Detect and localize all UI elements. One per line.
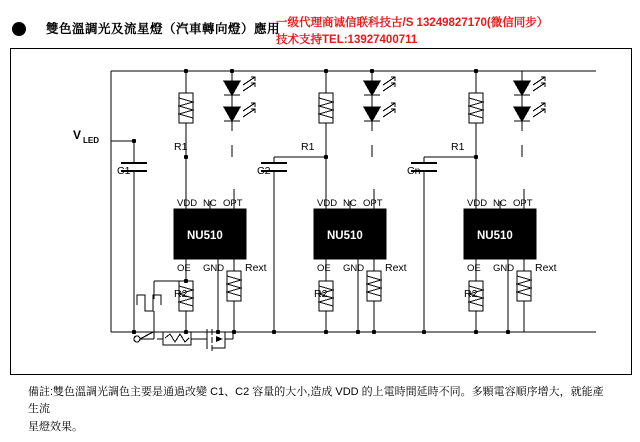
s2-pin-gnd-label: GND [343, 263, 365, 274]
s3-cn-label: Cn [407, 165, 421, 177]
footer-note-line-2: 星燈效果。 [28, 421, 83, 433]
s1-pin-nc-label: NC [203, 198, 217, 209]
contact-line-1: 一级代理商诚信联科技古/S 13249827170(微信同步） [276, 17, 549, 29]
junction-dot [370, 69, 374, 73]
s2-r1-label: R1 [301, 141, 315, 153]
junction-dot [184, 69, 188, 73]
s3-pin-nc-label: NC [493, 198, 507, 209]
s2-ic-label: NU510 [327, 230, 363, 242]
junction-dot [474, 69, 478, 73]
s2-pin-nc-label: NC [343, 198, 357, 209]
pulse-waveform-icon [137, 295, 161, 311]
s3-led2-icon [514, 107, 530, 121]
s1-pin-vdd-label: VDD [177, 198, 198, 209]
junction-dot [474, 330, 478, 334]
footer-note-line-1: 備註:雙色溫調光調色主要是通過改變 C1、C2 容量的大小,造成 VDD 的上電時間延時不同。多顆電容順序增大，就能產生流 [28, 386, 604, 415]
s1-r1-label: R1 [174, 141, 188, 153]
s2-led1-icon [364, 81, 380, 95]
schematic-svg [11, 49, 631, 374]
s2-rext-label: Rext [385, 262, 407, 274]
junction-dot [372, 330, 376, 334]
junction-dot [356, 330, 360, 334]
s3-pin-gnd-label: GND [493, 263, 515, 274]
vled-label: V [73, 128, 82, 142]
junction-dot [324, 69, 328, 73]
footer-note [28, 384, 612, 436]
s3-pin-vdd-label: VDD [467, 198, 488, 209]
schematic-diagram [10, 48, 632, 375]
s1-pin-gnd-label: GND [203, 263, 225, 274]
contact-line-2: 技术支持TEL:13927400711 [276, 34, 418, 46]
s2-r2-label: R2 [314, 288, 328, 300]
junction-dot [184, 155, 188, 159]
s3-pin-oe-label: OE [467, 263, 481, 274]
page-title: 雙色溫調光及流星燈（汽車轉向燈）應用 [46, 22, 281, 36]
junction-dot [324, 330, 328, 334]
junction-dot [474, 155, 478, 159]
junction-dot [184, 330, 188, 334]
junction-dot [230, 69, 234, 73]
vled-sub-label: LED [83, 136, 99, 145]
junction-dot [272, 330, 276, 334]
s1-led2-icon [224, 107, 240, 121]
s3-led1-icon [514, 81, 530, 95]
junction-dot [324, 155, 328, 159]
s1-pin-opt-label: OPT [223, 198, 243, 209]
s2-pin-opt-label: OPT [363, 198, 383, 209]
switch-terminal-left [134, 336, 140, 342]
junction-dot [506, 330, 510, 334]
s2-pin-oe-label: OE [317, 263, 331, 274]
bullet-dot-icon [12, 22, 26, 36]
junction-dot [184, 279, 188, 283]
s1-c1-label: C1 [117, 165, 131, 177]
junction-dot [232, 330, 236, 334]
junction-dot [216, 330, 220, 334]
junction-dot [422, 330, 426, 334]
s2-led2-icon [364, 107, 380, 121]
s3-r2-label: R2 [464, 288, 478, 300]
mosfet-body-arrow [216, 336, 223, 342]
s1-pin-oe-label: OE [177, 263, 191, 274]
junction-dot [132, 139, 136, 143]
s3-ic-label: NU510 [477, 230, 513, 242]
s2-pin-vdd-label: VDD [317, 198, 338, 209]
s3-rext-label: Rext [535, 262, 557, 274]
s2-c2-label: C2 [257, 165, 271, 177]
s3-pin-opt-label: OPT [513, 198, 533, 209]
s1-rext-label: Rext [245, 262, 267, 274]
s1-r2-label: R2 [174, 288, 188, 300]
s1-ic-label: NU510 [187, 230, 223, 242]
switch-lever [140, 332, 153, 339]
junction-dot [132, 330, 136, 334]
s1-led1-icon [224, 81, 240, 95]
s3-r1-label: R1 [451, 141, 465, 153]
